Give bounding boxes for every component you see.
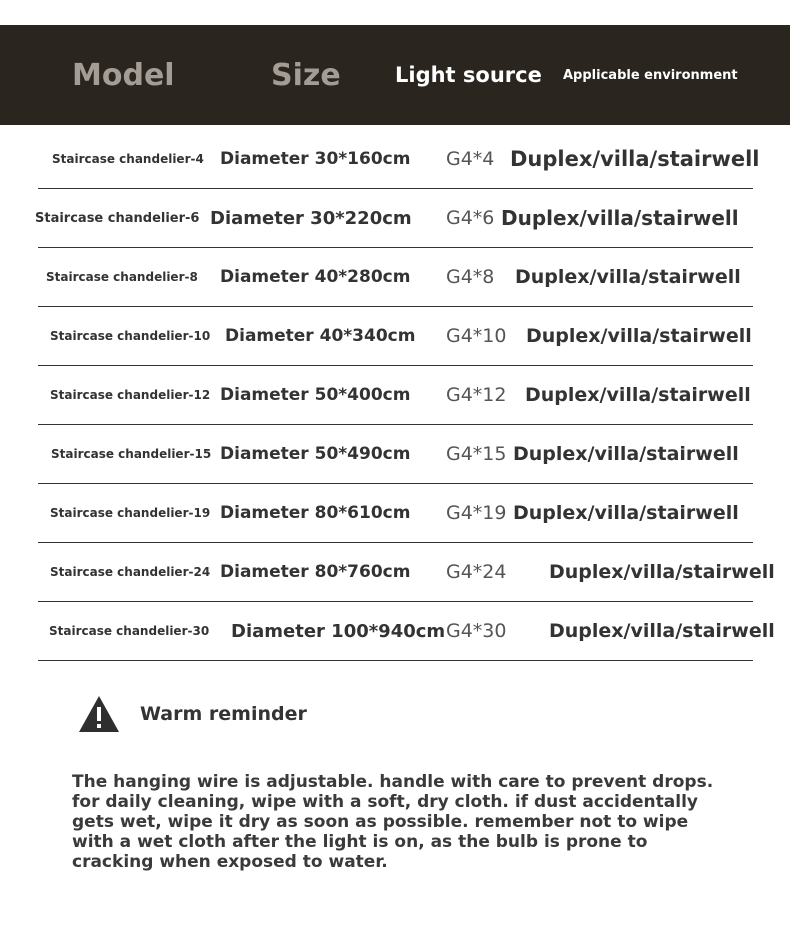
table-row — [0, 543, 790, 602]
row-model: Staircase chandelier-19 — [50, 506, 211, 520]
row-size: Diameter 50*490cm — [220, 444, 411, 464]
table-row — [0, 425, 790, 484]
row-divider — [38, 660, 753, 661]
row-size: Diameter 40*340cm — [225, 326, 416, 346]
row-size: Diameter 30*220cm — [210, 207, 412, 229]
table-row — [0, 602, 790, 661]
table-row — [0, 189, 790, 248]
row-model: Staircase chandelier-8 — [46, 270, 198, 284]
table-row — [0, 130, 790, 189]
row-size: Diameter 30*160cm — [220, 149, 411, 169]
row-size: Diameter 80*760cm — [220, 562, 411, 582]
row-light: G4*12 — [446, 384, 507, 406]
row-environment: Duplex/villa/stairwell — [501, 206, 739, 230]
row-size: Diameter 50*400cm — [220, 385, 411, 405]
row-environment: Duplex/villa/stairwell — [525, 384, 751, 406]
row-light: G4*10 — [446, 325, 507, 347]
header-size: Size — [271, 57, 341, 93]
row-environment: Duplex/villa/stairwell — [513, 502, 739, 524]
row-environment: Duplex/villa/stairwell — [549, 561, 775, 583]
table-row — [0, 307, 790, 366]
row-light: G4*8 — [446, 266, 495, 288]
table-row — [0, 248, 790, 307]
row-environment: Duplex/villa/stairwell — [510, 147, 760, 171]
warning-icon — [78, 695, 120, 733]
spec-table — [0, 130, 790, 661]
warm-reminder — [78, 694, 307, 734]
row-light: G4*24 — [446, 561, 507, 583]
row-model: Staircase chandelier-12 — [50, 388, 211, 402]
table-row — [0, 366, 790, 425]
table-row — [0, 484, 790, 543]
row-light: G4*4 — [446, 148, 495, 170]
row-model: Staircase chandelier-10 — [50, 329, 211, 343]
row-environment: Duplex/villa/stairwell — [515, 266, 741, 288]
row-size: Diameter 100*940cm — [231, 620, 446, 642]
row-environment: Duplex/villa/stairwell — [513, 443, 739, 465]
row-size: Diameter 40*280cm — [220, 267, 411, 287]
table-header — [0, 25, 790, 125]
row-model: Staircase chandelier-15 — [51, 447, 212, 461]
row-light: G4*19 — [446, 502, 507, 524]
reminder-text: The hanging wire is adjustable. handle with care to prevent drops. for daily cleaning, wipe with a soft, dry cloth. if dust accidentally gets wet, wipe it dry as soon as possible. remember not to wipe with a wet cloth after the light is on, as the bulb is prone to cracking when exposed to water. — [72, 772, 714, 872]
row-model: Staircase chandelier-4 — [52, 152, 204, 166]
row-model: Staircase chandelier-24 — [50, 565, 211, 579]
row-environment: Duplex/villa/stairwell — [549, 620, 775, 642]
row-light: G4*6 — [446, 207, 495, 229]
row-light: G4*15 — [446, 443, 507, 465]
row-light: G4*30 — [446, 620, 507, 642]
row-model: Staircase chandelier-30 — [49, 624, 210, 638]
header-environment: Applicable environment — [563, 67, 738, 83]
row-size: Diameter 80*610cm — [220, 503, 411, 523]
header-model: Model — [72, 57, 175, 93]
reminder-title: Warm reminder — [140, 703, 307, 725]
header-light-source: Light source — [395, 63, 542, 87]
row-environment: Duplex/villa/stairwell — [526, 325, 752, 347]
row-model: Staircase chandelier-6 — [35, 210, 200, 226]
